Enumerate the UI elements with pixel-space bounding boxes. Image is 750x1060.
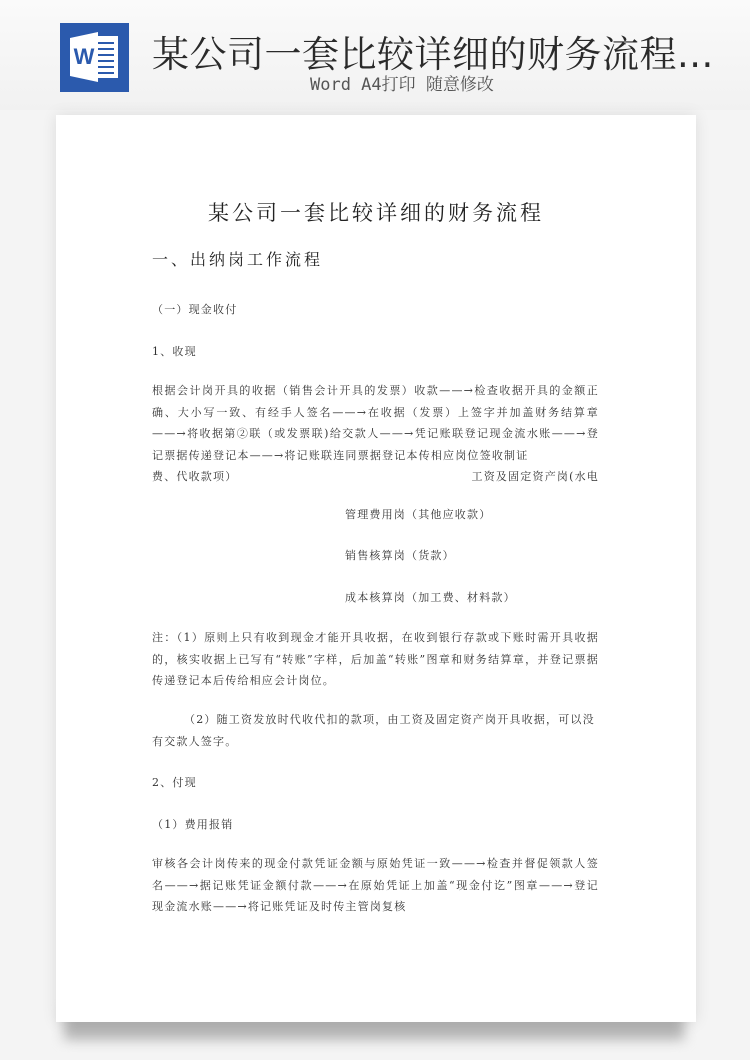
branch-item: 销售核算岗（货款） bbox=[345, 549, 455, 562]
branch-right-text: 工资及固定资产岗(水电 bbox=[471, 470, 599, 483]
item-heading-pay-cash: 2、付现 bbox=[152, 776, 197, 789]
section-heading: 一、出纳岗工作流程 bbox=[152, 250, 324, 269]
item-heading-receive-cash: 1、收现 bbox=[152, 345, 197, 358]
header bbox=[0, 0, 750, 110]
document-title: 某公司一套比较详细的财务流程 bbox=[208, 201, 544, 225]
paragraph-expense: 审核各会计岗传来的现金付款凭证金额与原始凭证一致——→检查并督促领款人签名——→据记账凭证金额付款——→在原始凭证上加盖“现金付讫”图章——→登记现金流水账——→将记账凭证及时传主管岗复核 bbox=[152, 857, 599, 913]
sub-item-heading-expense: （1）费用报销 bbox=[152, 818, 234, 831]
paragraph-receive-cash bbox=[152, 380, 599, 488]
word-letter: W bbox=[73, 44, 95, 69]
branch-item: 管理费用岗（其他应收款） bbox=[345, 508, 492, 521]
branch-item: 成本核算岗（加工费、材料款） bbox=[345, 591, 516, 604]
paragraph-tail: 费、代收款项） bbox=[152, 470, 238, 483]
word-icon bbox=[60, 23, 129, 92]
note-2: （2）随工资发放时代收代扣的款项，由工资及固定资产岗开具收据，可以没有交款人签字。 bbox=[152, 713, 595, 748]
document-page bbox=[56, 115, 696, 1022]
note-1: 注：（1）原则上只有收到现金才能开具收据，在收到银行存款或下账时需开具收据的，核实收据上已写有“转账”字样，后加盖“转账”图章和财务结算章，并登记票据传递登记本后传给相应会计岗位。 bbox=[152, 631, 599, 687]
paragraph-text: 根据会计岗开具的收据（销售会计开具的发票）收款——→检查收据开具的金额正确、大小写一致、有经手人签名——→在收据（发票）上签字并加盖财务结算章——→将收据第②联（或发票联)给交款人——→凭记账联登记现金流水账——→登记票据传递登记本——→将记账联连同票据登记本传相应岗位签收制证 bbox=[152, 384, 599, 462]
subsection-heading: （一）现金收付 bbox=[152, 303, 238, 316]
file-title: 某公司一套比较详细的财务流程... bbox=[152, 33, 714, 76]
file-subtitle: Word A4打印 随意修改 bbox=[310, 75, 494, 95]
